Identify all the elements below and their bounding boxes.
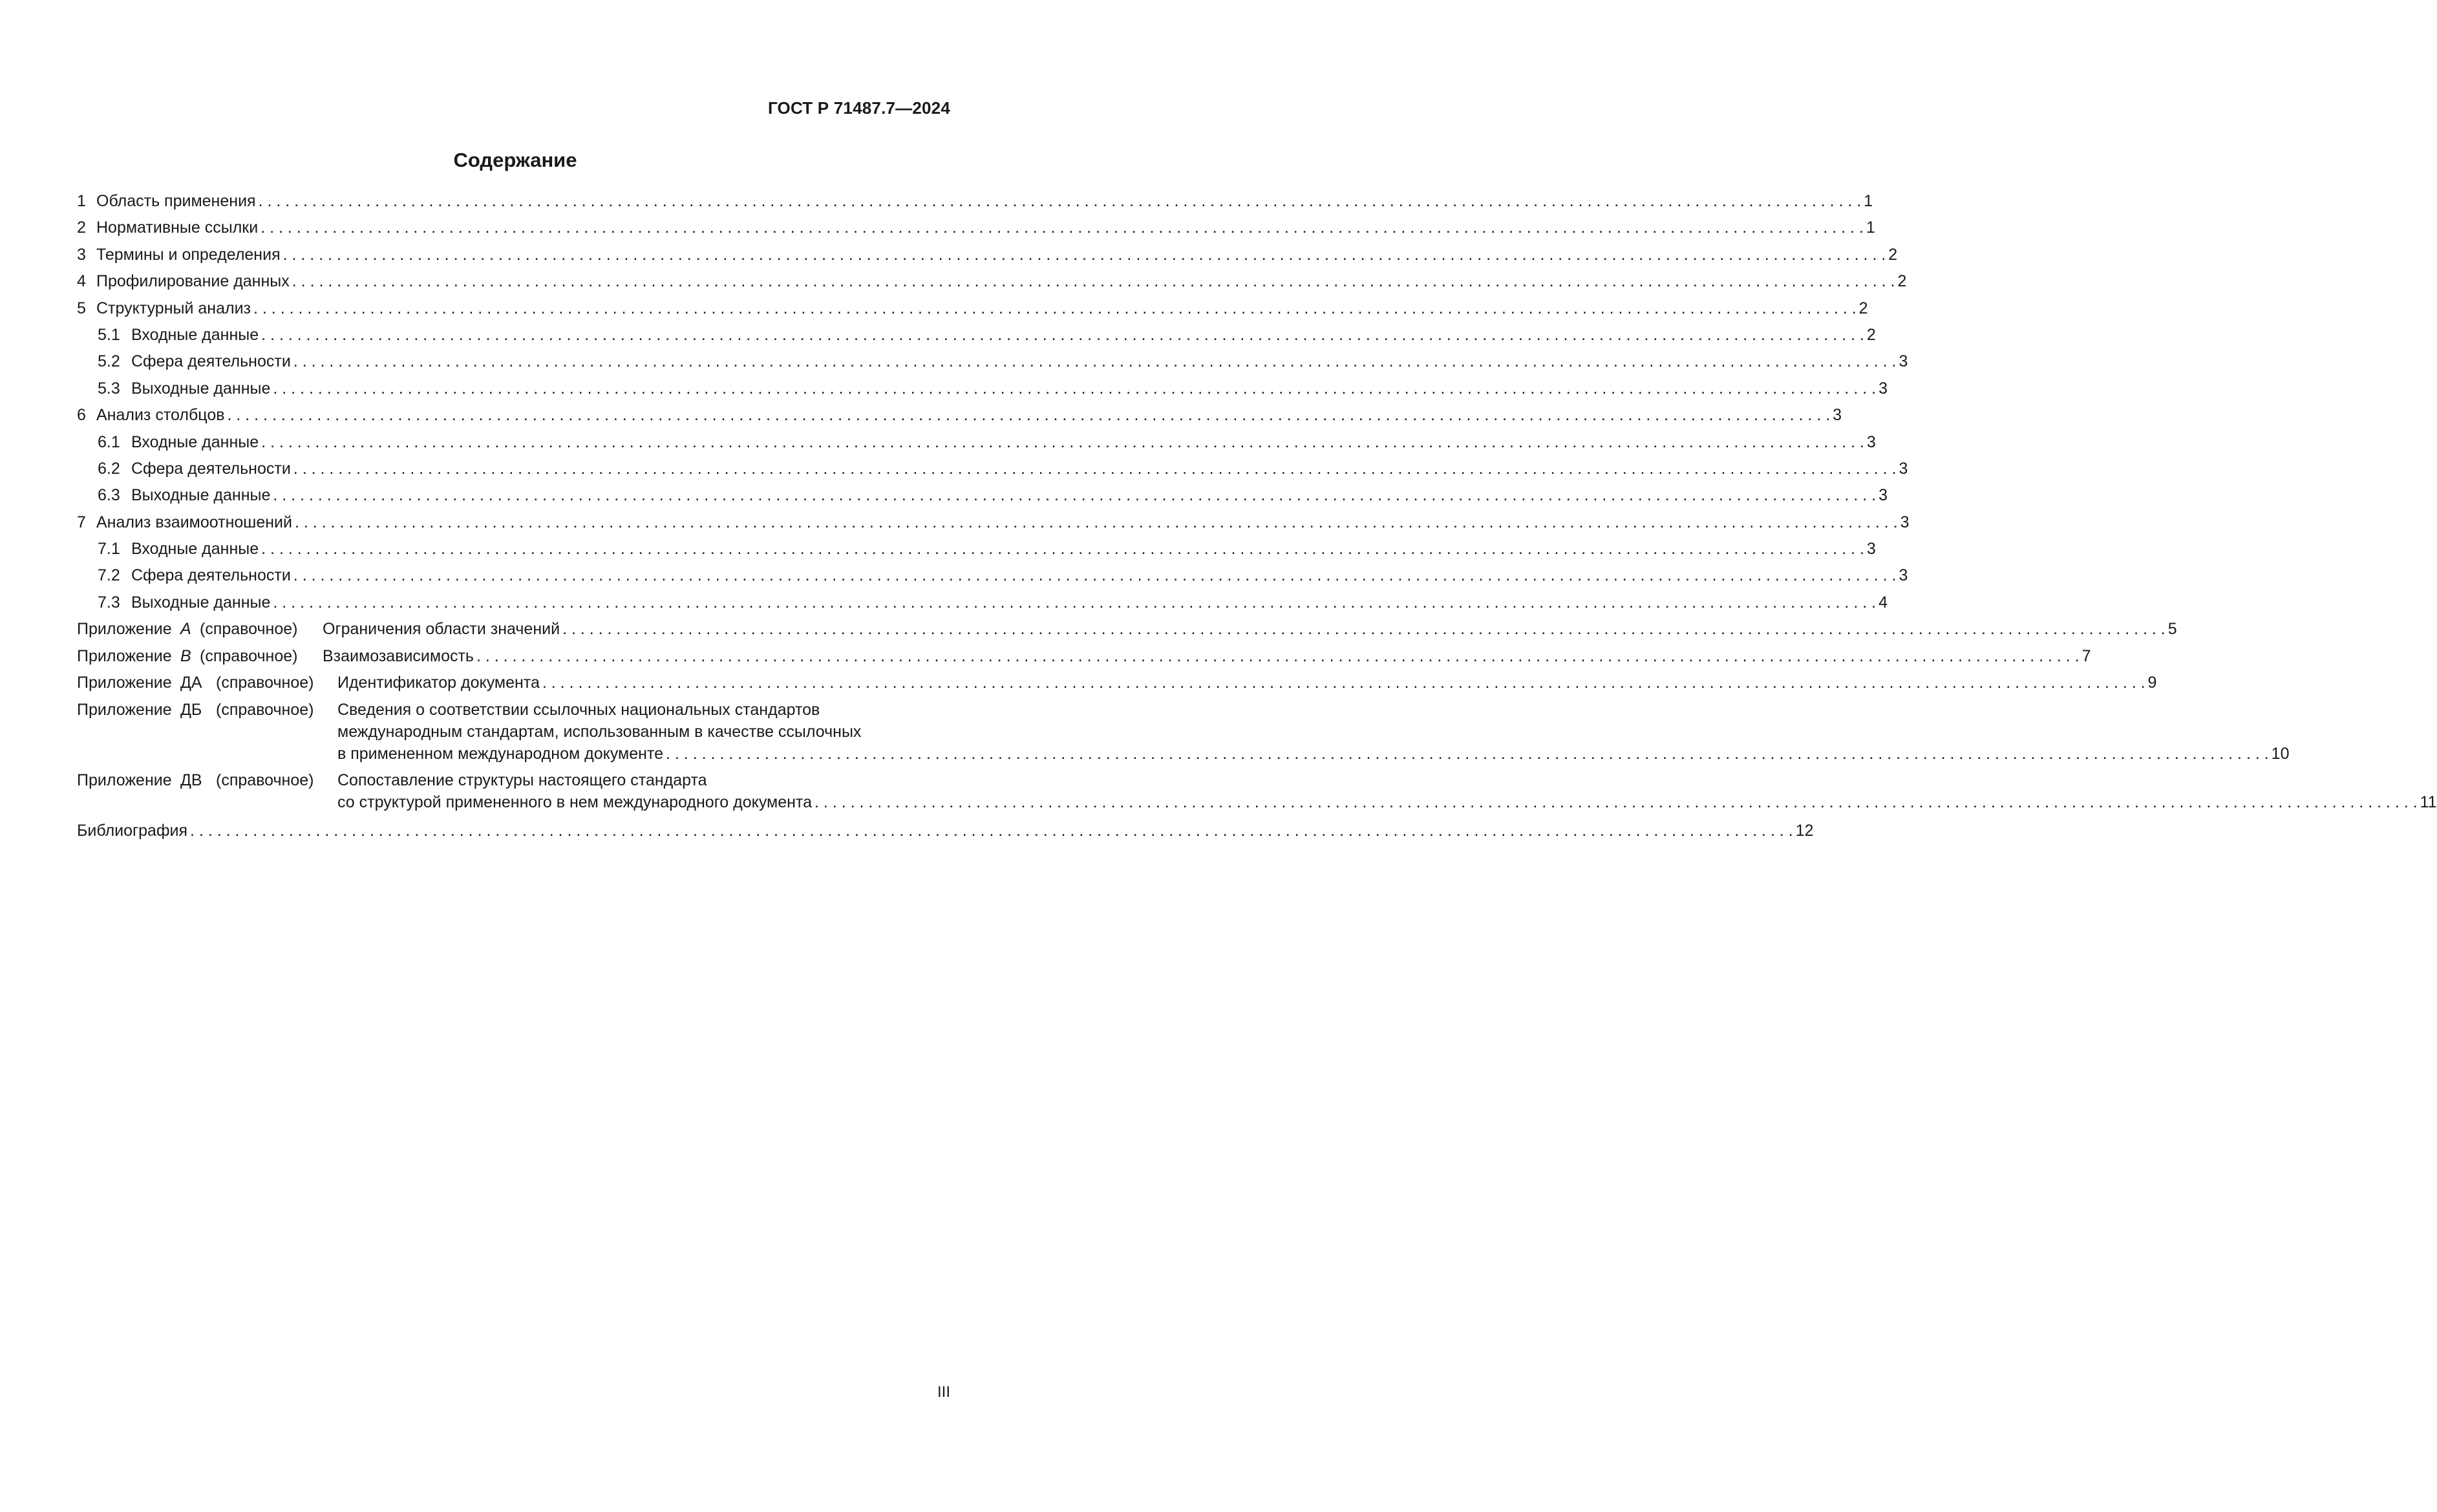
toc-entry-number: 6.2 (98, 459, 120, 478)
appendix-title: со структурой примененного в нем международного документа (337, 793, 813, 812)
toc-entry-title: Библиография (77, 822, 188, 840)
appendix-letter: ДА (180, 674, 202, 692)
appendix-entry[interactable] (77, 616, 2177, 643)
toc-entry-page: 3 (1899, 566, 1908, 585)
toc-entry-title: Профилирование данных (96, 272, 290, 291)
appendix-word: Приложение (77, 674, 172, 692)
appendix-page: 11 (2420, 793, 2437, 812)
toc-entry-title: Сфера деятельности (131, 566, 291, 585)
toc-entry-title: Термины и определения (96, 245, 281, 264)
toc-entry-number: 1 (77, 192, 86, 210)
toc-entry-title: Нормативные ссылки (96, 218, 259, 237)
toc-entry-number: 4 (77, 272, 86, 291)
appendix-letter: ДВ (180, 771, 202, 790)
dot-leader (273, 590, 1876, 616)
toc-entry[interactable] (77, 509, 1910, 536)
toc-subentry[interactable] (77, 429, 1876, 456)
toc-subentry[interactable] (77, 376, 1888, 402)
appendix-word: Приложение (77, 701, 172, 719)
toc-subentry[interactable] (77, 562, 1908, 589)
dot-leader (292, 268, 1895, 295)
toc-entry-page: 1 (1864, 192, 1873, 210)
appendix-kind: (справочное) (216, 771, 314, 790)
dot-leader (273, 376, 1876, 402)
toc-entry-number: 3 (77, 245, 86, 264)
toc-entry-number: 7 (77, 513, 86, 531)
toc-entry[interactable] (77, 402, 1842, 429)
toc-entry-page: 12 (1795, 822, 1814, 840)
appendix-page: 9 (2147, 674, 2157, 692)
dot-leader (666, 743, 2269, 765)
dot-leader (295, 509, 1898, 536)
appendix-kind: (справочное) (200, 620, 298, 639)
toc-entry-title: Входные данные (131, 540, 259, 559)
page-number: III (937, 1383, 950, 1401)
toc-entry-number: 5.1 (98, 325, 120, 344)
toc-entry[interactable] (77, 215, 1875, 241)
toc-entry-page: 3 (1899, 459, 1908, 478)
table-of-contents (77, 188, 2437, 845)
toc-subentry[interactable] (77, 590, 1888, 616)
dot-leader (261, 429, 1864, 456)
toc-entry-page: 1 (1866, 218, 1875, 237)
dot-leader (273, 482, 1876, 509)
appendix-letter: ДБ (180, 701, 202, 719)
toc-subentry[interactable] (77, 482, 1888, 509)
toc-entry-page: 2 (1858, 299, 1868, 317)
dot-leader (293, 348, 1897, 375)
document-id: ГОСТ Р 71487.7—2024 (767, 98, 950, 118)
appendix-entry[interactable] (77, 769, 2437, 813)
appendix-kind: (справочное) (200, 646, 298, 665)
appendix-page: 10 (2271, 745, 2290, 763)
toc-entry-title: Входные данные (131, 432, 259, 451)
toc-entry-number: 7.3 (98, 593, 120, 612)
toc-entry-page: 3 (1866, 432, 1876, 451)
appendix-page: 5 (2167, 620, 2177, 639)
dot-leader (542, 670, 2145, 696)
dot-leader (293, 562, 1897, 589)
toc-entry[interactable] (77, 188, 1873, 215)
appendix-title-line: международным стандартам, использованным в качестве ссылочных (337, 723, 862, 741)
dot-leader (261, 215, 1864, 241)
toc-subentry[interactable] (77, 322, 1876, 348)
appendix-word: Приложение (77, 771, 172, 790)
appendix-entry[interactable] (77, 670, 2157, 696)
toc-entry-number: 7.2 (98, 566, 120, 585)
toc-entry-page: 4 (1878, 593, 1888, 612)
toc-entry-title: Сфера деятельности (131, 352, 291, 371)
appendix-entry[interactable] (77, 699, 2290, 765)
toc-entry-title: Выходные данные (131, 379, 271, 398)
dot-leader (261, 536, 1864, 562)
appendix-title: Взаимозависимость (323, 646, 474, 665)
appendix-letter: В (180, 646, 191, 665)
toc-subentry[interactable] (77, 536, 1876, 562)
toc-entry-title: Структурный анализ (96, 299, 251, 317)
toc-entry-page: 3 (1878, 486, 1888, 505)
toc-entry-title: Анализ взаимоотношений (96, 513, 292, 531)
toc-entry-number: 5 (77, 299, 86, 317)
toc-entry-page: 2 (1897, 272, 1907, 291)
appendix-page: 7 (2081, 646, 2091, 665)
toc-entry-number: 6 (77, 406, 86, 425)
toc-entry-number: 6.1 (98, 432, 120, 451)
dot-leader (261, 322, 1864, 348)
appendix-entry[interactable] (77, 643, 2091, 670)
toc-entry-title: Анализ столбцов (96, 406, 225, 425)
toc-entry-page: 3 (1878, 379, 1888, 398)
toc-entry-page: 2 (1888, 245, 1898, 264)
dot-leader (253, 295, 1857, 322)
dot-leader (228, 402, 1831, 429)
dot-leader (283, 242, 1886, 268)
toc-entry-number: 5.2 (98, 352, 120, 371)
dot-leader (293, 456, 1897, 482)
appendix-word: Приложение (77, 620, 172, 639)
toc-entry-title: Входные данные (131, 325, 259, 344)
toc-subentry[interactable] (77, 456, 1908, 482)
toc-entry-bibliography[interactable] (77, 818, 1814, 844)
appendix-letter: А (180, 620, 191, 639)
toc-subentry[interactable] (77, 348, 1908, 375)
toc-entry-title: Выходные данные (131, 486, 271, 505)
toc-entry-page: 3 (1899, 352, 1908, 371)
appendix-kind: (справочное) (216, 701, 314, 719)
dot-leader (259, 188, 1862, 215)
dot-leader (476, 643, 2080, 670)
toc-entry[interactable] (77, 295, 1868, 322)
toc-entry-page: 2 (1866, 325, 1876, 344)
toc-entry-title: Область применения (96, 192, 256, 210)
toc-entry-number: 6.3 (98, 486, 120, 505)
toc-entry-number: 5.3 (98, 379, 120, 398)
toc-entry[interactable] (77, 242, 1898, 268)
appendix-kind: (справочное) (216, 674, 314, 692)
toc-entry-number: 2 (77, 218, 86, 237)
appendix-title: Ограничения области значений (323, 620, 560, 639)
dot-leader (190, 818, 1793, 844)
toc-entry-page: 3 (1900, 513, 1910, 531)
appendix-title-line: Сведения о соответствии ссылочных национальных стандартов (337, 701, 820, 719)
appendix-title-line: Сопоставление структуры настоящего стандарта (337, 771, 707, 790)
toc-entry-title: Выходные данные (131, 593, 271, 612)
toc-entry[interactable] (77, 268, 1907, 295)
toc-entry-title: Сфера деятельности (131, 459, 291, 478)
dot-leader (562, 616, 2166, 643)
toc-entry-page: 3 (1866, 540, 1876, 559)
appendix-title: Идентификатор документа (337, 674, 540, 692)
appendix-title: в примененном международном документе (337, 745, 664, 763)
appendix-word: Приложение (77, 646, 172, 665)
toc-entry-number: 7.1 (98, 540, 120, 559)
page-title: Содержание (453, 149, 577, 171)
toc-entry-page: 3 (1833, 406, 1842, 425)
dot-leader (814, 791, 2418, 813)
